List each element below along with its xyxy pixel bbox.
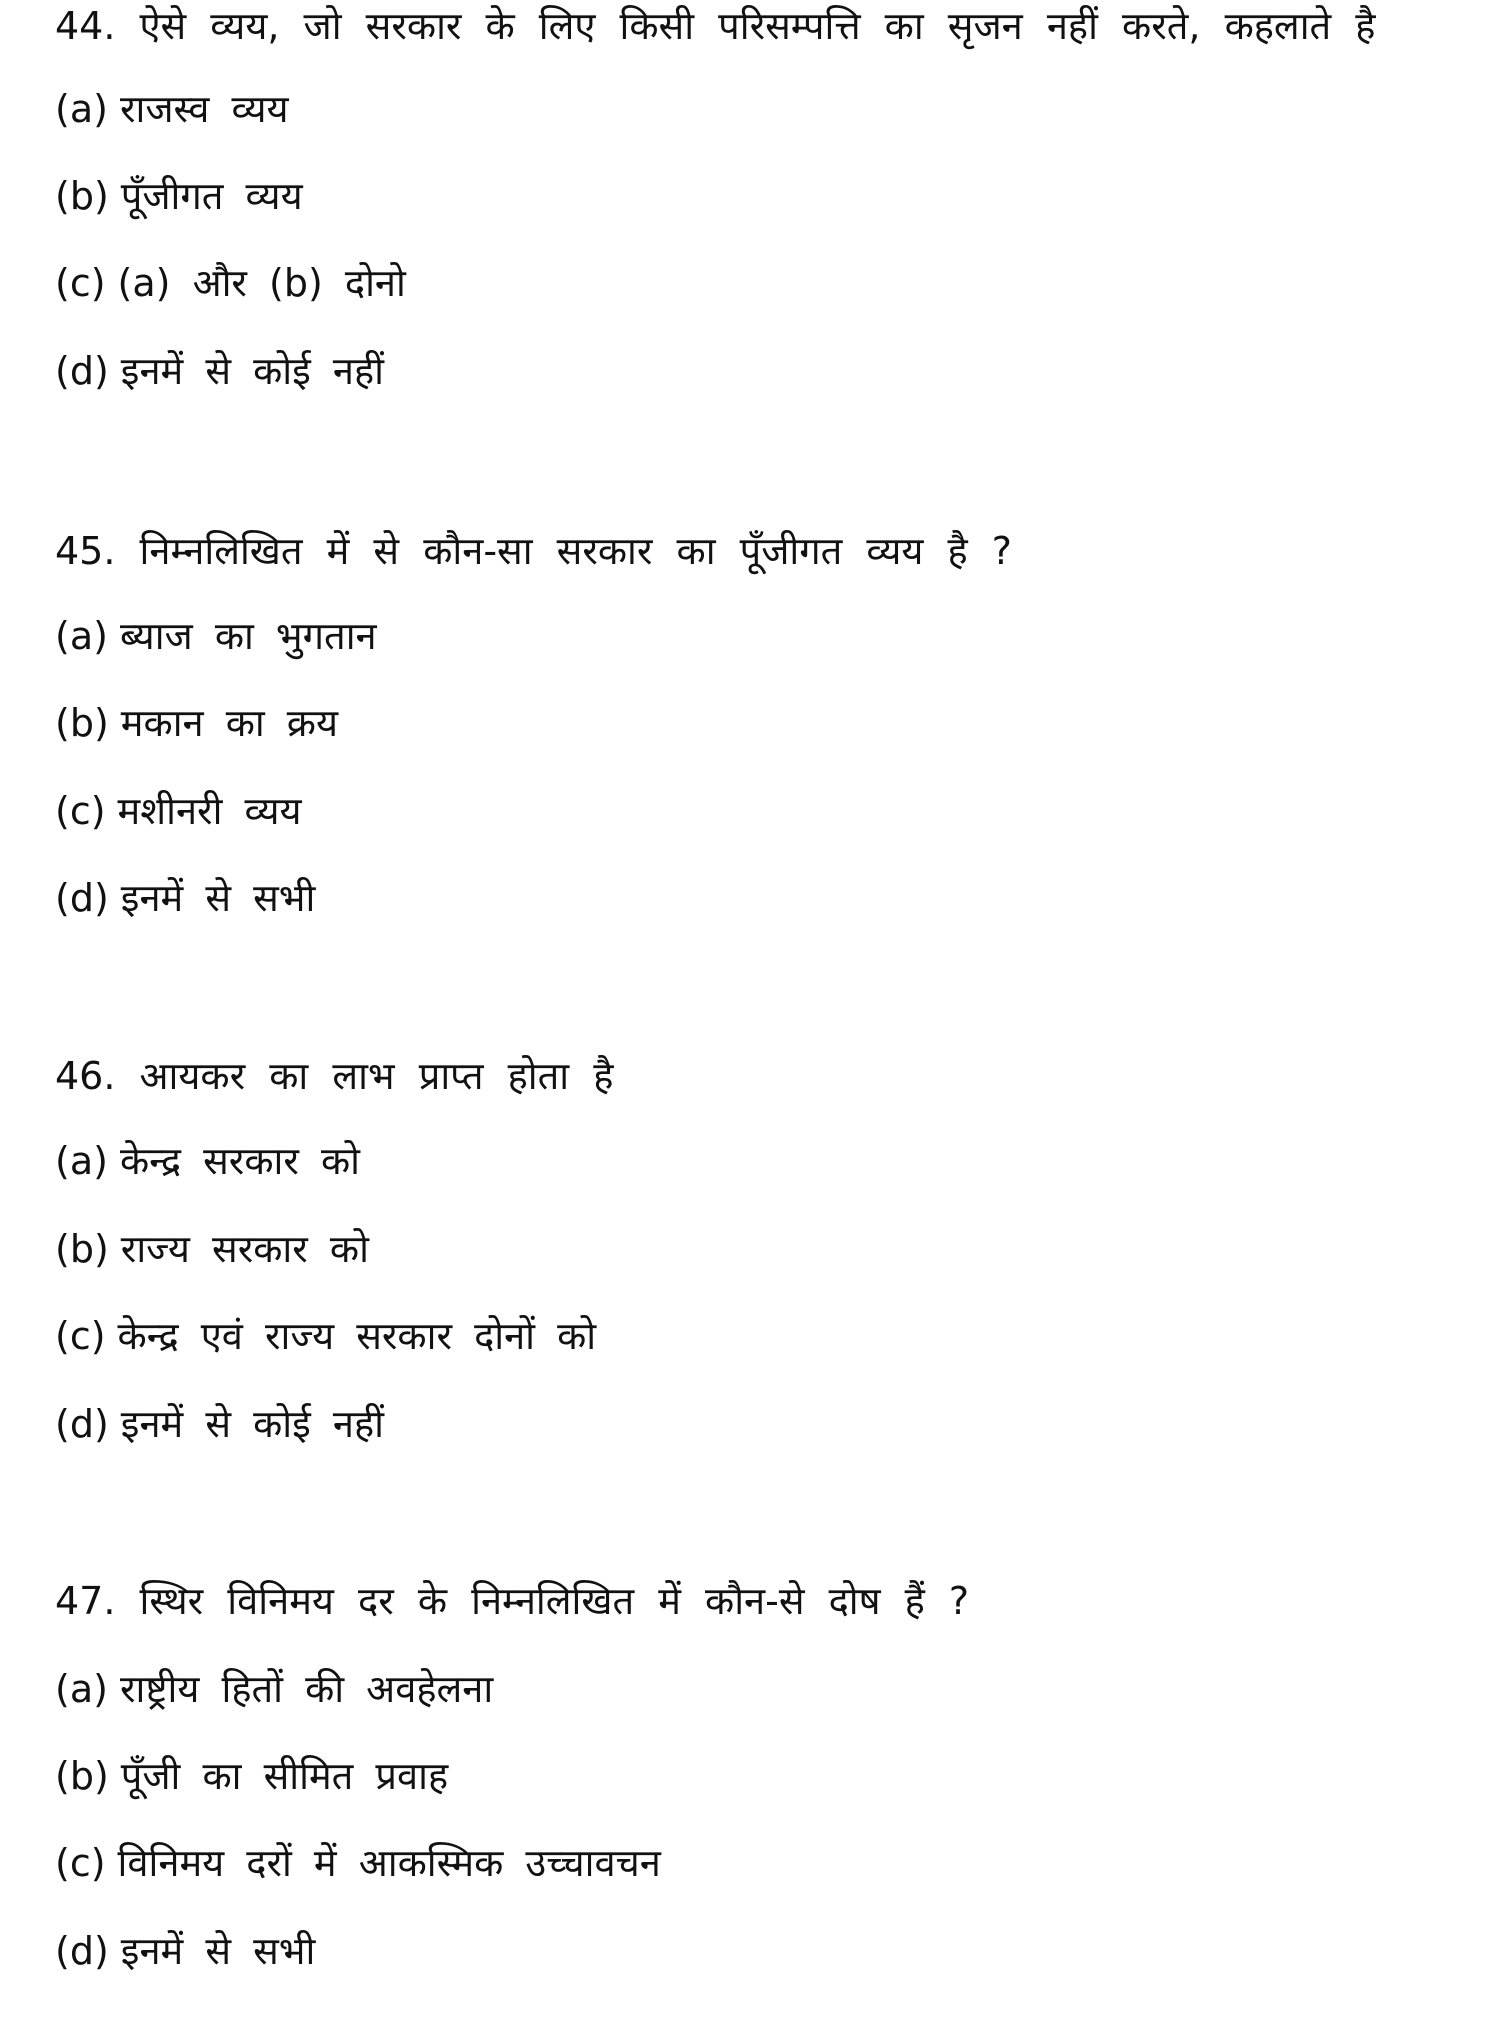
option-label: (b) [55, 701, 109, 745]
option-label: (b) [55, 1227, 109, 1271]
question-text: ऐसे व्यय, जो सरकार के लिए किसी परिसम्पत्ति का सृजन नहीं करते, कहलाते है [139, 4, 1376, 48]
option-46-d [55, 1400, 384, 1448]
option-text: विनिमय दरों में आकस्मिक उच्चावचन [117, 1841, 661, 1885]
option-text: ब्याज का भुगतान [119, 614, 377, 658]
question-text: निम्नलिखित में से कौन-सा सरकार का पूँजीगत व्यय है ? [139, 529, 1012, 573]
question-number: 46. [55, 1054, 116, 1098]
option-text: इनमें से सभी [120, 876, 316, 920]
option-text: इनमें से सभी [120, 1929, 316, 1973]
option-text: पूँजी का सीमित प्रवाह [120, 1754, 449, 1798]
option-label: (c) [55, 1841, 106, 1885]
option-45-a [55, 612, 377, 660]
option-47-d [55, 1927, 315, 1975]
option-label: (b) [55, 1754, 109, 1798]
option-47-b [55, 1752, 448, 1800]
option-47-a [55, 1665, 493, 1713]
option-45-c [55, 787, 302, 835]
option-label: (c) [55, 1314, 106, 1358]
question-number: 45. [55, 529, 116, 573]
option-46-c [55, 1312, 596, 1360]
option-text: मकान का क्रय [120, 701, 339, 745]
option-label: (a) [55, 614, 108, 658]
option-label: (a) [55, 1139, 108, 1183]
option-text: (a) और (b) दोनो [117, 261, 406, 305]
option-text: इनमें से कोई नहीं [120, 1402, 384, 1446]
option-label: (c) [55, 789, 106, 833]
option-44-a [55, 85, 289, 133]
question-text: स्थिर विनिमय दर के निम्नलिखित में कौन-से दोष हैं ? [139, 1579, 970, 1623]
option-44-c [55, 259, 406, 307]
option-label: (d) [55, 349, 109, 393]
option-label: (c) [55, 261, 106, 305]
option-text: राज्य सरकार को [120, 1227, 369, 1271]
option-text: राजस्व व्यय [119, 87, 289, 131]
question-45 [55, 527, 1012, 575]
option-text: पूँजीगत व्यय [120, 174, 303, 218]
option-text: राष्ट्रीय हितों की अवहेलना [119, 1667, 494, 1711]
question-number: 44. [55, 4, 116, 48]
question-44 [55, 2, 1375, 50]
option-label: (a) [55, 1667, 108, 1711]
question-46 [55, 1052, 613, 1100]
option-45-d [55, 874, 315, 922]
option-46-a [55, 1137, 360, 1185]
option-text: केन्द्र सरकार को [119, 1139, 361, 1183]
option-46-b [55, 1225, 369, 1273]
option-text: इनमें से कोई नहीं [120, 349, 384, 393]
option-44-d [55, 347, 384, 395]
option-label: (d) [55, 876, 109, 920]
option-label: (a) [55, 87, 108, 131]
question-number: 47. [55, 1579, 116, 1623]
option-text: केन्द्र एवं राज्य सरकार दोनों को [117, 1314, 597, 1358]
option-label: (b) [55, 174, 109, 218]
option-44-b [55, 172, 303, 220]
question-text: आयकर का लाभ प्राप्त होता है [139, 1054, 614, 1098]
option-label: (d) [55, 1929, 109, 1973]
question-47 [55, 1577, 969, 1625]
option-45-b [55, 699, 338, 747]
option-label: (d) [55, 1402, 109, 1446]
option-text: मशीनरी व्यय [117, 789, 302, 833]
option-47-c [55, 1839, 661, 1887]
